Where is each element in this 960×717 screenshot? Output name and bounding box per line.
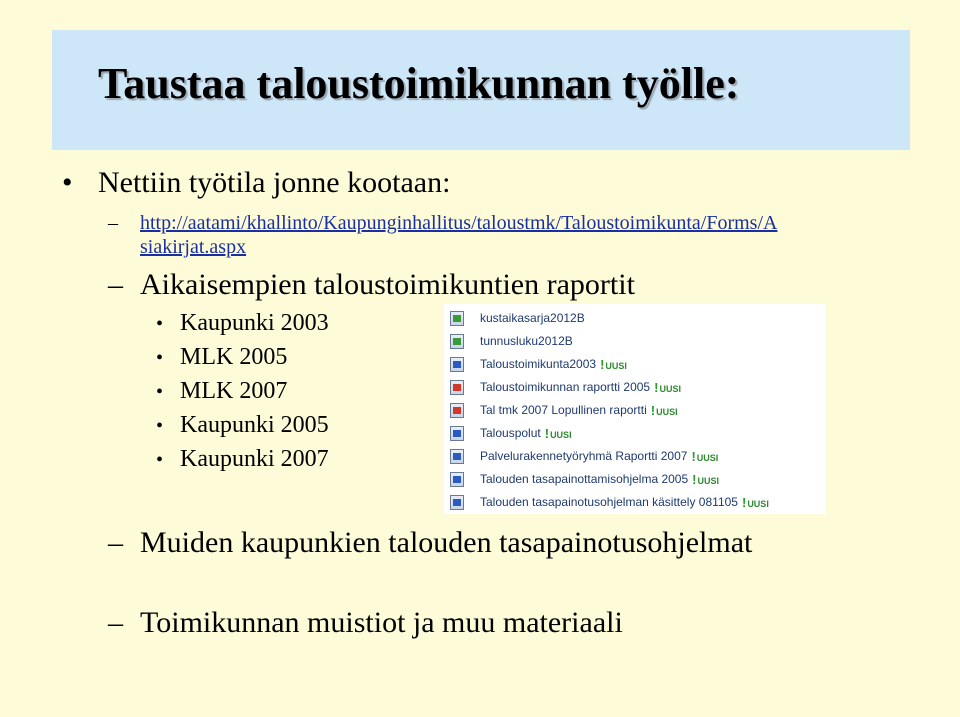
report-item-label: Kaupunki 2005 — [180, 412, 329, 438]
file-name[interactable]: Palvelurakennetyöryhmä Raportti 2007 — [480, 449, 688, 463]
report-item-label: MLK 2005 — [180, 344, 288, 370]
file-name[interactable]: Talouden tasapainotusohjelman käsittely 081105 — [480, 495, 738, 509]
excel-file-icon — [450, 334, 464, 349]
new-badge: !UUSI — [650, 402, 678, 418]
report-item-label: MLK 2007 — [180, 378, 288, 404]
report-item — [156, 412, 329, 439]
reports-heading-text: Aikaisempien taloustoimikuntien raportit — [140, 268, 635, 301]
other-cities-text: Muiden kaupunkien talouden tasapainotusohjelmat — [140, 526, 753, 559]
document-library-panel — [444, 304, 826, 514]
file-name[interactable]: tunnusluku2012B — [480, 334, 573, 348]
file-name[interactable]: Taloustoimikunta2003 — [480, 357, 597, 371]
bullet-marker: • — [156, 381, 164, 403]
report-item — [156, 378, 287, 405]
new-badge: !UUSI — [692, 471, 720, 487]
memos-item — [108, 606, 623, 640]
file-row[interactable] — [450, 492, 769, 512]
file-name[interactable]: Tal tmk 2007 Lopullinen raportti — [480, 403, 647, 417]
word-file-icon — [450, 449, 464, 464]
bullet-workspace — [62, 166, 450, 200]
file-row[interactable] — [450, 469, 719, 489]
new-badge: !UUSI — [600, 356, 627, 372]
file-row[interactable] — [450, 423, 572, 443]
word-file-icon — [450, 426, 464, 441]
reports-heading — [108, 268, 635, 302]
report-item — [156, 446, 329, 473]
file-row[interactable] — [450, 308, 585, 328]
word-file-icon — [450, 357, 464, 372]
new-mark-icon: ! — [544, 425, 550, 441]
file-name[interactable]: Talouden tasapainottamisohjelma 2005 — [480, 472, 689, 486]
bullet-marker: • — [156, 313, 164, 335]
dash-marker: – — [108, 268, 123, 301]
new-mark-icon: ! — [741, 494, 747, 510]
bullet-workspace-text: Nettiin työtila jonne kootaan: — [98, 166, 451, 199]
new-mark-icon: ! — [691, 448, 696, 464]
pdf-file-icon — [450, 403, 464, 418]
word-file-icon — [450, 472, 464, 487]
workspace-link-continued[interactable]: siakirjat.aspx — [140, 236, 247, 258]
report-item — [156, 344, 287, 371]
new-badge: !UUSI — [741, 494, 769, 510]
file-row[interactable] — [450, 446, 718, 466]
file-row[interactable] — [450, 377, 681, 397]
new-badge: !UUSI — [691, 448, 719, 464]
link-dash — [108, 212, 140, 235]
dash-marker: – — [108, 212, 118, 234]
bullet-marker: • — [62, 166, 73, 199]
report-item — [156, 310, 329, 337]
dash-marker: – — [108, 526, 123, 559]
file-row[interactable] — [450, 354, 627, 374]
bullet-marker: • — [156, 449, 164, 471]
file-row[interactable] — [450, 331, 573, 351]
workspace-link[interactable]: http://aatami/khallinto/Kaupunginhallitus/taloustmk/Taloustoimikunta/Forms/A — [140, 212, 778, 234]
file-row[interactable] — [450, 400, 678, 420]
slide-title: Taustaa taloustoimikunnan työlle: — [98, 59, 740, 108]
new-mark-icon: ! — [600, 356, 605, 372]
excel-file-icon — [450, 311, 464, 326]
bullet-marker: • — [156, 415, 164, 437]
word-file-icon — [450, 495, 464, 510]
file-name[interactable]: Taloustoimikunnan raportti 2005 — [480, 380, 651, 394]
dash-marker: – — [108, 606, 123, 639]
new-badge: !UUSI — [544, 425, 572, 441]
new-mark-icon: ! — [692, 471, 697, 487]
file-name[interactable]: kustaikasarja2012B — [480, 311, 585, 325]
memos-text: Toimikunnan muistiot ja muu materiaali — [140, 606, 623, 639]
other-cities-item — [108, 526, 752, 560]
report-item-label: Kaupunki 2007 — [180, 446, 329, 472]
bullet-marker: • — [156, 347, 164, 369]
report-item-label: Kaupunki 2003 — [180, 310, 329, 336]
new-mark-icon: ! — [654, 379, 659, 395]
new-mark-icon: ! — [650, 402, 656, 418]
file-name[interactable]: Talouspolut — [480, 426, 541, 440]
pdf-file-icon — [450, 380, 464, 395]
new-badge: !UUSI — [654, 379, 681, 395]
